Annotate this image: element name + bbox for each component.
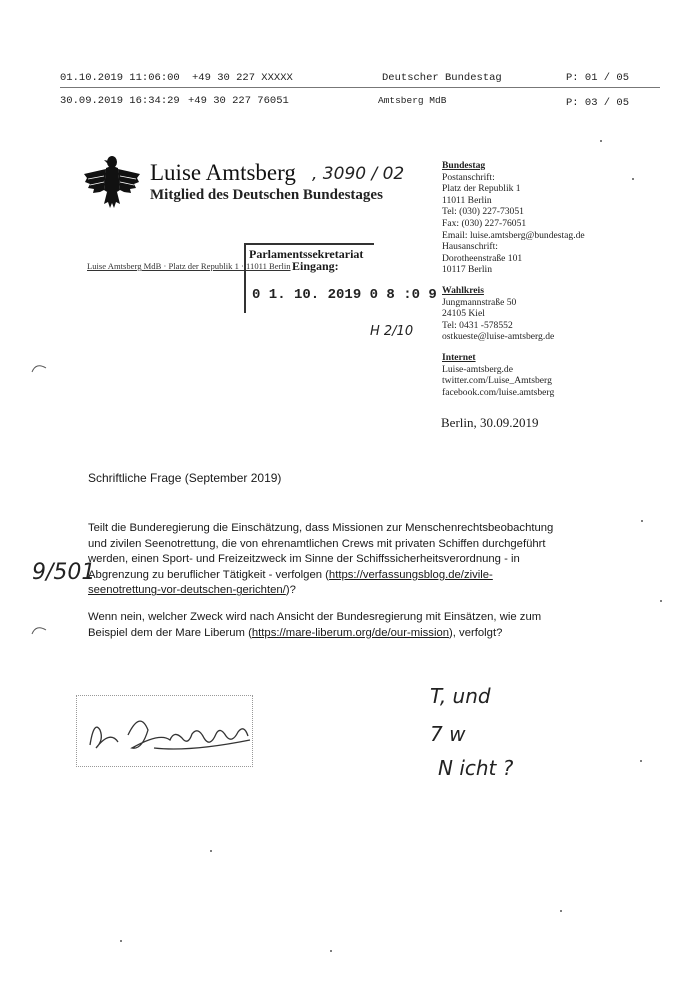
scan-speck xyxy=(120,940,122,942)
bundestag-line: Dorotheenstraße 101 xyxy=(442,252,523,264)
question-text: )? xyxy=(285,584,296,597)
question-line: werden, einen Sport- und Freizeitzweck im Sinne der Schiffssicherheitsverordnung - in xyxy=(88,553,520,566)
scan-speck xyxy=(560,910,562,912)
bundestag-line: Fax: (030) 227-76051 xyxy=(442,217,527,229)
bundestag-eagle-icon xyxy=(82,152,142,212)
margin-number: 9/501 xyxy=(32,560,96,585)
sender-line: Luise Amtsberg MdB · Platz der Republik 1 · 11011 Berlin xyxy=(87,261,291,271)
bundestag-line: Platz der Republik 1 xyxy=(442,183,521,195)
fax-page: P: 03 / 05 xyxy=(566,97,630,109)
internet-heading: Internet xyxy=(442,351,476,363)
date-place: Berlin, 30.09.2019 xyxy=(441,415,539,430)
signature-box-dots xyxy=(76,695,253,767)
bundestag-line: Hausanschrift: xyxy=(442,241,498,253)
fax-sender: Deutscher Bundestag xyxy=(382,72,502,84)
website-link[interactable]: Luise-amtsberg.de xyxy=(442,363,513,375)
bundestag-line: 11011 Berlin xyxy=(442,194,492,206)
contact-column xyxy=(442,160,662,398)
stamp-line-2: Eingang: xyxy=(292,259,339,273)
handwritten-reference: , 3090 / 02 xyxy=(312,164,405,184)
bundestag-line: Postanschrift: xyxy=(442,171,495,183)
mare-liberum-link[interactable]: https://mare-liberum.org/de/our-mission xyxy=(251,626,450,639)
fax-line-2 xyxy=(60,95,660,109)
scan-speck xyxy=(660,600,662,602)
bundestag-line: 10117 Berlin xyxy=(442,264,493,276)
question-line xyxy=(88,583,553,599)
handwritten-note-line: N icht ? xyxy=(438,756,514,780)
wahlkreis-heading: Wahlkreis xyxy=(442,284,484,296)
wahlkreis-line: Jungmannstraße 50 xyxy=(442,296,517,308)
question-line xyxy=(88,568,553,584)
fax-number: +49 30 227 XXXXX xyxy=(192,72,293,84)
question-line: Wenn nein, welcher Zweck wird nach Ansicht der Bundesregierung mit Einsätzen, wie zum xyxy=(88,610,542,623)
scan-speck xyxy=(632,178,634,180)
question-text: ), verfolgt? xyxy=(449,626,503,639)
letterhead-title: Mitglied des Deutschen Bundestages xyxy=(150,187,383,203)
stamp-initials: H 2/10 xyxy=(370,324,414,339)
wahlkreis-email[interactable]: ostkueste@luise-amtsberg.de xyxy=(442,331,555,343)
stamp-line-1: Parlamentssekretariat xyxy=(249,247,364,261)
punch-mark-icon xyxy=(30,622,50,636)
facebook-link[interactable]: facebook.com/luise.amtsberg xyxy=(442,386,555,398)
letterhead-name: Luise Amtsberg xyxy=(150,160,296,185)
received-stamp xyxy=(244,243,437,313)
question-line: Teilt die Bunderegierung die Einschätzung, dass Missionen zur Menschenrechtsbeobachtung xyxy=(88,522,554,534)
subject-line: Schriftliche Frage (September 2019) xyxy=(88,471,282,485)
punch-mark-icon xyxy=(30,360,50,374)
question-line: und zivilen Seenotrettung, die von ehrenamtlichen Crews mit privaten Schiffen durchgeführt xyxy=(88,537,546,550)
scan-speck xyxy=(640,760,642,762)
scan-speck xyxy=(600,140,602,142)
question-line xyxy=(88,626,553,642)
fax-sender: Amtsberg MdB xyxy=(378,95,447,106)
stamp-date: 0 1. 10. 2019 0 8 :0 9 xyxy=(252,287,437,303)
wahlkreis-line: Tel: 0431 -578552 xyxy=(442,319,513,331)
fax-page: P: 01 / 05 xyxy=(566,72,630,84)
scan-speck xyxy=(641,520,643,522)
scan-speck xyxy=(330,950,332,952)
handwritten-note-line: 7 w xyxy=(430,722,466,746)
wahlkreis-line: 24105 Kiel xyxy=(442,308,485,320)
fax-datetime: 30.09.2019 16:34:29 xyxy=(60,95,180,107)
fax-number: +49 30 227 76051 xyxy=(188,95,289,107)
bundestag-email[interactable]: Email: luise.amtsberg@bundestag.de xyxy=(442,229,585,241)
handwritten-note-line: T, und xyxy=(430,684,491,708)
twitter-link[interactable]: twitter.com/Luise_Amtsberg xyxy=(442,375,552,387)
bundestag-line: Tel: (030) 227-73051 xyxy=(442,206,524,218)
bundestag-heading: Bundestag xyxy=(442,160,486,171)
verfassungsblog-link-continued[interactable]: seenotrettung-vor-deutschen-gerichten/ xyxy=(88,584,286,597)
fax-datetime: 01.10.2019 11:06:00 xyxy=(60,72,180,84)
question-text: Abgrenzung zu beruflicher Tätigkeit - verfolgen ( xyxy=(88,568,329,581)
fax-rule xyxy=(60,87,660,88)
scan-speck xyxy=(210,850,212,852)
fax-line-1 xyxy=(60,72,660,86)
question-text: Beispiel dem der Mare Liberum ( xyxy=(88,626,252,639)
verfassungsblog-link[interactable]: https://verfassungsblog.de/zivile- xyxy=(328,568,493,581)
question-body xyxy=(88,521,553,641)
